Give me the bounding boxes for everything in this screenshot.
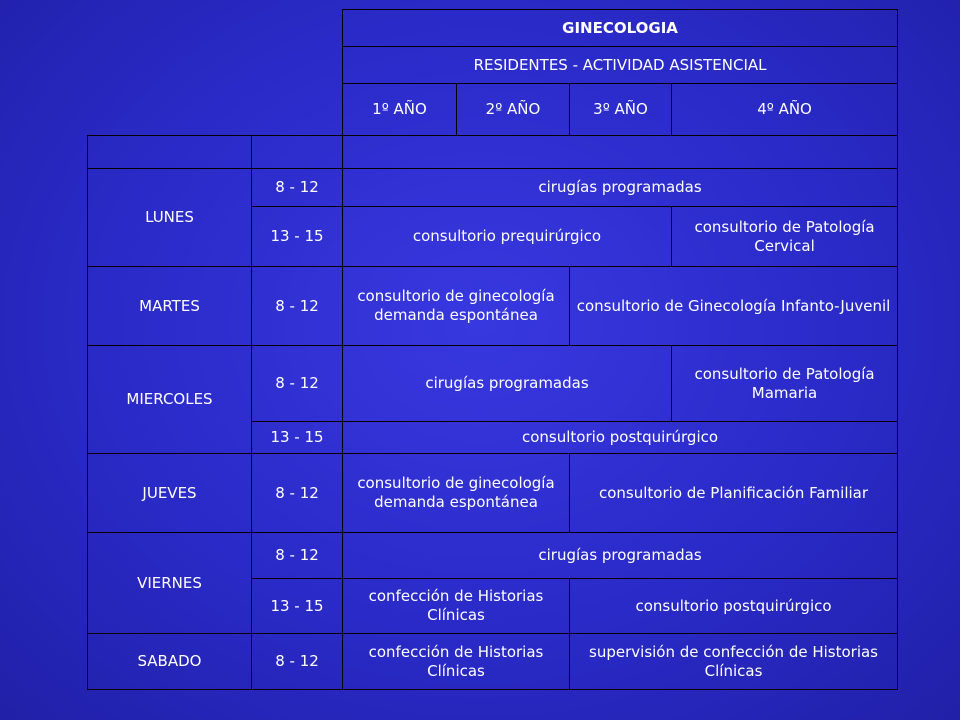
activity-cell: cirugías programadas xyxy=(343,169,898,207)
table-row xyxy=(88,634,898,690)
activity-cell: confección de Historias Clínicas xyxy=(343,634,570,690)
day-cell: LUNES xyxy=(88,169,252,267)
table-row xyxy=(88,454,898,533)
activity-cell: consultorio de Planificación Familiar xyxy=(570,454,898,533)
blank-corner xyxy=(88,10,343,136)
table-subtitle: RESIDENTES - ACTIVIDAD ASISTENCIAL xyxy=(343,47,898,84)
day-cell: MIERCOLES xyxy=(88,346,252,454)
year-header-2: 2º AÑO xyxy=(457,84,570,136)
spacer-row xyxy=(88,136,898,169)
day-cell: MARTES xyxy=(88,267,252,346)
time-cell: 8 - 12 xyxy=(252,169,343,207)
year-header-1: 1º AÑO xyxy=(343,84,457,136)
activity-cell: consultorio de Ginecología Infanto-Juvenil xyxy=(570,267,898,346)
time-cell: 13 - 15 xyxy=(252,579,343,634)
activity-cell: consultorio postquirúrgico xyxy=(570,579,898,634)
day-cell: SABADO xyxy=(88,634,252,690)
day-cell: JUEVES xyxy=(88,454,252,533)
header-row-title xyxy=(88,10,898,47)
time-cell: 8 - 12 xyxy=(252,533,343,579)
time-cell: 13 - 15 xyxy=(252,207,343,267)
day-cell: VIERNES xyxy=(88,533,252,634)
time-cell: 8 - 12 xyxy=(252,267,343,346)
activity-cell: consultorio postquirúrgico xyxy=(343,422,898,454)
activity-cell: consultorio de Patología Cervical xyxy=(672,207,898,267)
table-title: GINECOLOGIA xyxy=(343,10,898,47)
table-row xyxy=(88,346,898,422)
table-row xyxy=(88,267,898,346)
time-cell: 8 - 12 xyxy=(252,346,343,422)
year-header-3: 3º AÑO xyxy=(570,84,672,136)
time-cell: 13 - 15 xyxy=(252,422,343,454)
activity-cell: confección de Historias Clínicas xyxy=(343,579,570,634)
activity-cell: consultorio de ginecología demanda espontánea xyxy=(343,267,570,346)
activity-cell: consultorio de ginecología demanda espontánea xyxy=(343,454,570,533)
table-row xyxy=(88,169,898,207)
activity-cell: consultorio prequirúrgico xyxy=(343,207,672,267)
year-header-4: 4º AÑO xyxy=(672,84,898,136)
activity-cell: consultorio de Patología Mamaria xyxy=(672,346,898,422)
spacer-cell-time xyxy=(252,136,343,169)
time-cell: 8 - 12 xyxy=(252,454,343,533)
schedule-table xyxy=(87,9,898,690)
table-row xyxy=(88,533,898,579)
activity-cell: supervisión de confección de Historias Clínicas xyxy=(570,634,898,690)
spacer-cell-activity xyxy=(343,136,898,169)
time-cell: 8 - 12 xyxy=(252,634,343,690)
activity-cell: cirugías programadas xyxy=(343,346,672,422)
spacer-cell-day xyxy=(88,136,252,169)
activity-cell: cirugías programadas xyxy=(343,533,898,579)
